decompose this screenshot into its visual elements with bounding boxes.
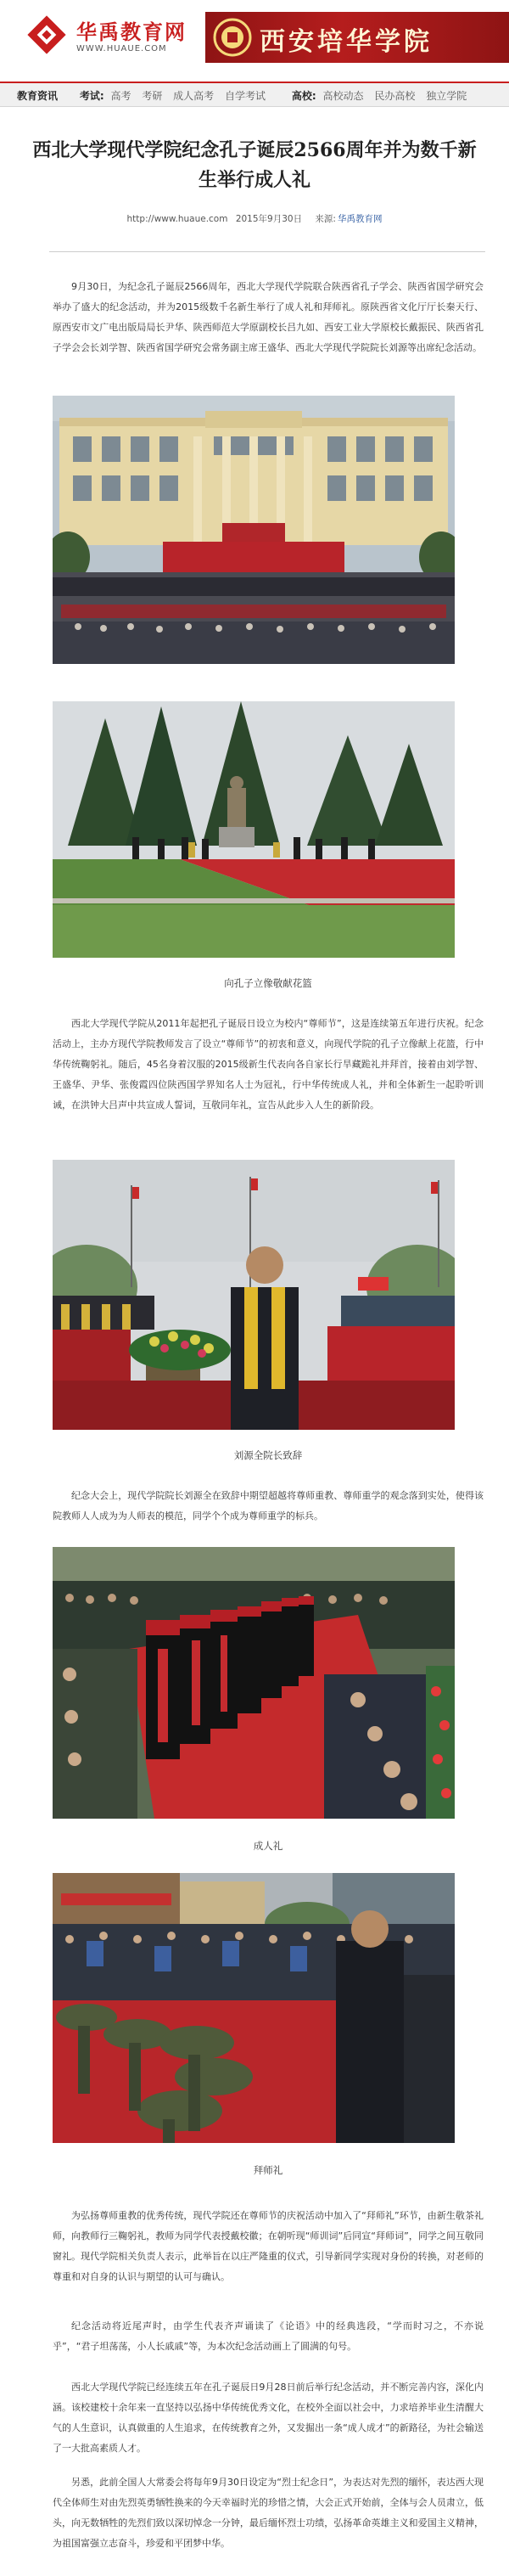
photo-caption: 刘源全院长致辞 (233, 1449, 303, 1461)
statue-garden-image (53, 701, 455, 958)
school-banner[interactable] (205, 12, 509, 63)
divider (49, 251, 485, 252)
main-nav (0, 82, 509, 107)
photo-caption: 拜师礼 (253, 2164, 283, 2176)
nav-link-college-news[interactable]: 高校动态 (322, 90, 364, 102)
school-emblem-icon (212, 17, 253, 58)
article-paragraph: 为弘扬尊师重教的优秀传统，现代学院还在尊师节的庆祝活动中加入了“拜师礼”环节，由新生敬茶礼师，向教师行三鞠躬礼，教师为同学代表授戴校徽；在朝听现“师训词”后同宣“拜师词”，同学之间互敬同窗礼。现代学院相关负责人表示，此举旨在以庄严隆重的仪式，引导新同学实现对身份的转换，对老师的尊重和对自身的认识与期望的认可与确认。 (53, 2210, 484, 2282)
source-link[interactable]: 华禹教育网 (337, 214, 383, 224)
banner-title: 西安培华学院 (260, 27, 433, 57)
site-header (0, 0, 509, 78)
speech-image (53, 1160, 455, 1430)
nav-link-independent-college[interactable]: 独立学院 (426, 90, 467, 102)
nav-link-self-study[interactable]: 自学考试 (225, 90, 266, 102)
nav-link-gaokao[interactable]: 高考 (110, 90, 131, 102)
article-paragraph: 另悉，此前全国人大常委会将每年9月30日设定为“烈士纪念日”，为表达对先烈的缅怀，表达西大现代全体师生对由先烈英勇牺牲换来的今天幸福时光的珍惜之情，大会正式开始前，全体与会人员肃立，低头，向无数牺牲的先烈们致以深切悼念一分钟，最后缅怀烈士功绩，弘扬革命英雄主义和爱国主义精神，为祖国富强立志奋斗，珍爱和平团梦中华。 (53, 2477, 484, 2549)
source-label: 来源: (315, 214, 336, 224)
nav-group-college (292, 88, 474, 103)
nav-link-adult-exam[interactable]: 成人高考 (173, 90, 215, 102)
article-title: 西北大学现代学院纪念孔子诞辰2566周年并为数千新生举行成人礼 (32, 139, 477, 191)
article-paragraph: 纪念活动将近尾声时，由学生代表齐声诵读了《论语》中的经典选段，“学而时习之，不亦说乎”，“君子坦荡荡，小人长戚戚”等，为本次纪念活动画上了圆满的句号。 (53, 2320, 484, 2352)
photo-confucius-statue (53, 701, 455, 958)
site-url-link[interactable]: http://www.huaue.com (126, 214, 228, 224)
article-paragraph: 西北大学现代学院从2011年起把孔子诞辰日设立为校内“尊师节”，这是连续第五年进行庆祝。纪念活动上，主办方现代学院教师发言了设立“尊师节”的初衷和意义，向现代学院的孔子立像献上花篮，行中华传统鞠躬礼。随后，45名身着汉服的2015级新生代表向各自家长行旱藏跪礼并拜首，接着由刘学智、王盛华、尹华、张俊霞四位陕西国学界知名人士为冠礼，行中华传统成人礼，并和全体新生一起聆听训诫，在洪钟大吕声中共宣成人誓词，互敬同年礼，宣告从此步入人生的新阶段。 (53, 1018, 484, 1111)
nav-link-kaoyan[interactable]: 考研 (142, 90, 163, 102)
logo-name: 华禹教育网 (76, 20, 187, 44)
bow-to-teachers-image (53, 1873, 455, 2143)
logo-url: WWW.HUAUE.COM (76, 44, 167, 53)
article-paragraph: 纪念大会上，现代学院院长刘源全在致辞中期望超越将尊师重教、尊师重学的观念落到实处，使得该院教师人人成为为人师表的模范，同学个个成为尊师重学的标兵。 (53, 1490, 484, 1521)
logo-mark-icon (25, 14, 68, 56)
site-logo[interactable] (25, 12, 195, 59)
nav-group-label: 考试: (79, 90, 104, 102)
nav-group-exam (80, 88, 273, 103)
article-paragraph: 9月30日，为纪念孔子诞辰2566周年，西北大学现代学院联合陕西省孔子学会、陕西省国学研究会举办了盛大的纪念活动，并为2015级数千名新生举行了成人礼和拜师礼。原陕西省文化厅厅长秦天行、原西安市文广电出版局局长尹华、陕西师范大学原副校长吕九如、西安工业大学原校长戴振民、陕西省孔子学会会长刘学智、陕西省国学研究会常务副主席王盛华、西北大学现代学院院长刘源等出席纪念活动。 (53, 281, 484, 353)
photo-coming-of-age (53, 1547, 455, 1819)
nav-group-label: 高校: (291, 90, 316, 102)
photo-caption: 成人礼 (253, 1840, 283, 1852)
photo-bow-to-teachers (53, 1873, 455, 2143)
publish-date: 2015年9月30日 (235, 214, 303, 224)
photo-president-speech (53, 1160, 455, 1430)
photo-campus-ceremony (53, 396, 455, 664)
article-meta (25, 212, 484, 225)
article-paragraph: 西北大学现代学院已经连续五年在孔子诞辰日9月28日前后举行纪念活动，并不断完善内容，深化内涵。该校建校十余年来一直坚持以弘扬中华传统优秀文化，在校外全面以社会中，力求培养毕业生清醒大气的人生意识，认真做重的人生追求，在传统教育之外，又发掘出一条“成人成才”的新路径，为社会输送了一大批高素质人才。 (53, 2382, 484, 2454)
nav-home-link[interactable]: 教育资讯 (17, 90, 59, 102)
campus-building-image (53, 396, 455, 664)
nav-link-private-college[interactable]: 民办高校 (374, 90, 416, 102)
photo-caption: 向孔子立像敬献花篮 (224, 977, 312, 989)
coming-of-age-image (53, 1547, 455, 1819)
